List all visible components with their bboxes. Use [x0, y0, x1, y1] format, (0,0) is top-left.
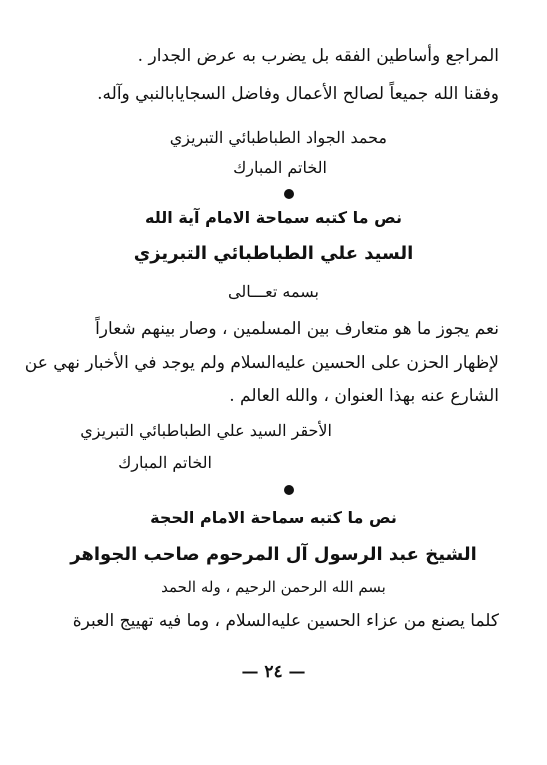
section-3-body-line-1: كلما يصنع من عزاء الحسين عليه‌السلام ، وما فيه تهييج العبرة — [72, 611, 499, 631]
section-2-heading-2: السيد علي الطباطبائي التبريزي — [133, 243, 414, 264]
intro-line-1: المراجع وأساطين الفقه بل يضرب به عرض الجدار . — [137, 46, 499, 66]
section-2-body-line-2: لإظهار الحزن على الحسين عليه‌السلام ولم يوجد في الأخبار نهي عن — [24, 353, 499, 373]
section-2-signature-name: الأحقر السيد علي الطباطبائي التبريزي — [80, 421, 332, 440]
page-number: — ٢٤ — — [241, 662, 306, 682]
signature-1-name: محمد الجواد الطباطبائي التبريزي — [169, 128, 387, 147]
section-3-heading-1: نص ما كتبه سماحة الامام الحجة — [150, 508, 397, 527]
section-2-body-line-1: نعم يجوز ما هو متعارف بين المسلمين ، وصار بينهم شعاراً — [95, 319, 499, 339]
section-3-basmala: بسم الله الرحمن الرحيم ، وله الحمد — [161, 578, 386, 596]
section-2-heading-1: نص ما كتبه سماحة الامام آية الله — [145, 208, 402, 227]
intro-line-2: وفقنا الله جميعاً لصالح الأعمال وفاضل السجايابالنبي وآله. — [97, 84, 499, 104]
section-2-basmala: بسمه تعـــالى — [228, 282, 319, 301]
section-2-body-line-3: الشارع عنه بهذا العنوان ، والله العالم . — [229, 386, 499, 406]
signature-1-seal: الخاتم المبارك — [233, 158, 327, 177]
section-3-heading-2: الشيخ عبد الرسول آل المرحوم صاحب الجواهر — [70, 544, 477, 565]
section-bullet-2 — [284, 485, 294, 495]
section-2-signature-seal: الخاتم المبارك — [118, 453, 212, 472]
section-bullet-1 — [284, 189, 294, 199]
